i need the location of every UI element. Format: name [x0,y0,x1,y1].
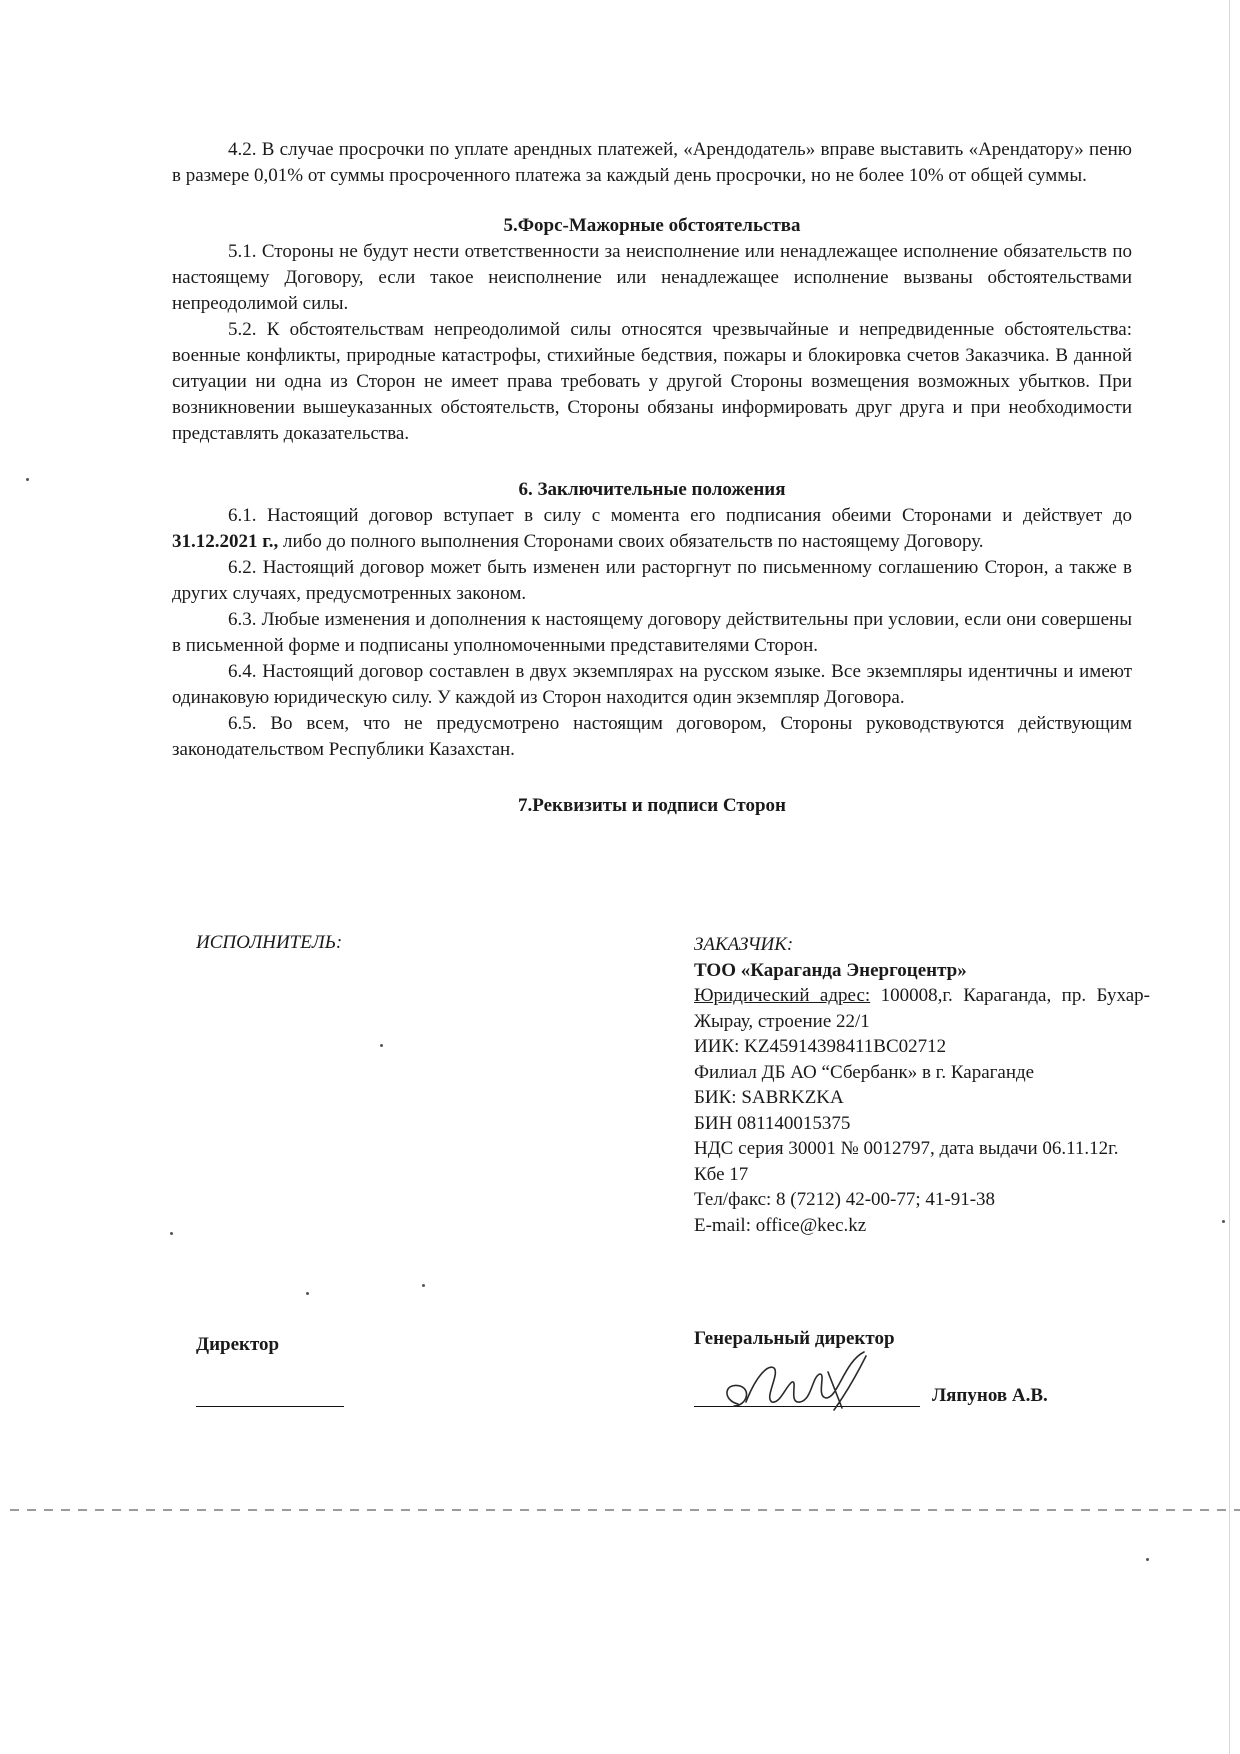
scan-speck [1146,1558,1149,1561]
customer-email: E-mail: office@kec.kz [694,1214,867,1236]
customer-bank: Филиал ДБ АО “Сбербанк» в г. Караганде [694,1061,1035,1083]
clause-6-1 [172,503,1132,555]
customer-phone: Тел/факс: 8 (7212) 42-00-77; 41-91-38 [694,1189,996,1210]
clause-6-1-text-b: либо до полного выполнения Сторонами своих обязательств по настоящему Договору. [278,531,984,552]
executor-label: ИСПОЛНИТЕЛЬ: [196,932,343,953]
customer-kbe: Кбе 17 [694,1163,749,1185]
handwritten-signature [716,1346,906,1416]
customer-address [694,983,1150,1034]
scan-dash-line [0,1508,1240,1512]
scan-speck [306,1292,309,1295]
clause-5-1: 5.1. Стороны не будут нести ответственности за неисполнение или ненадлежащее исполнение обязательств по настоящему Договору, если такое неисполнение или ненадлежащее исполнение вызваны обстоятельствами непреодолимой силы. [172,241,1132,314]
section-5-title: 5.Форс-Мажорные обстоятельства [503,215,801,236]
address-value: 100008,г. Караганда, пр. Бухар-Жырау, строение 22/1 [694,985,1150,1032]
customer-bik: БИК: SABRKZKA [694,1087,844,1108]
customer-company: ТОО «Караганда Энергоцентр» [694,959,967,981]
clause-4-2: 4.2. В случае просрочки по уплате арендных платежей, «Арендодатель» вправе выставить «Арендатору» пеню в размере 0,01% от суммы просроченного платежа за каждый день просрочки, но не более 10% от общей суммы. [172,139,1132,186]
clause-6-3: 6.3. Любые изменения и дополнения к настоящему договору действительны при условии, если они совершены в письменной форме и подписаны уполномоченными представителями Сторон. [172,609,1132,656]
clause-6-5: 6.5. Во всем, что не предусмотрено настоящим договором, Стороны руководствуются действующим законодательством Республики Казахстан. [172,713,1132,760]
clause-5-2: 5.2. К обстоятельствам непреодолимой силы относятся чрезвычайные и непредвиденные обстоятельства: военные конфликты, природные катастрофы, стихийные бедствия, пожары и блокировка счетов Заказчика. В данной ситуации ни одна из Сторон не имеет права требовать у другой Стороны возмещения возможных убытков. При возникновении вышеуказанных обстоятельств, Стороны обязаны информировать друг друга и при необходимости представлять доказательства. [172,319,1132,444]
contract-end-date: 31.12.2021 г., [172,531,279,552]
section-6-title: 6. Заключительные положения [518,479,786,500]
customer-signatory-name: Ляпунов А.В. [932,1385,1048,1406]
scan-edge [1229,0,1230,1754]
scan-speck [380,1044,383,1047]
customer-vat: НДС серия 30001 № 0012797, дата выдачи 06.11.12г. [694,1138,1119,1159]
scan-speck [170,1232,173,1235]
clause-6-4: 6.4. Настоящий договор составлен в двух экземплярах на русском языке. Все экземпляры идентичны и имеют одинаковую юридическую силу. У каждой из Сторон находится один экземпляр Договора. [172,661,1132,708]
executor-signature-line [196,1406,344,1407]
section-7-title: 7.Реквизиты и подписи Сторон [518,795,786,816]
executor-signature-title: Директор [196,1334,280,1355]
customer-details [694,932,1150,1238]
scan-speck [422,1284,425,1287]
contract-body [172,137,1132,819]
clause-6-2: 6.2. Настоящий договор может быть изменен или расторгнут по письменному соглашению Сторон, а также в других случаях, предусмотренных законом. [172,557,1132,604]
customer-iik: ИИК: KZ45914398411BC02712 [694,1036,947,1057]
scan-speck [1222,1220,1225,1223]
customer-label: ЗАКАЗЧИК: [694,934,794,955]
customer-signature-title: Генеральный директор [694,1328,895,1349]
clause-6-1-text-a: 6.1. Настоящий договор вступает в силу с момента его подписания обеими Сторонами и действует до [228,505,1132,526]
address-label: Юридический адрес: [694,985,871,1006]
customer-bin: БИН 081140015375 [694,1112,851,1134]
scan-speck [26,478,29,481]
